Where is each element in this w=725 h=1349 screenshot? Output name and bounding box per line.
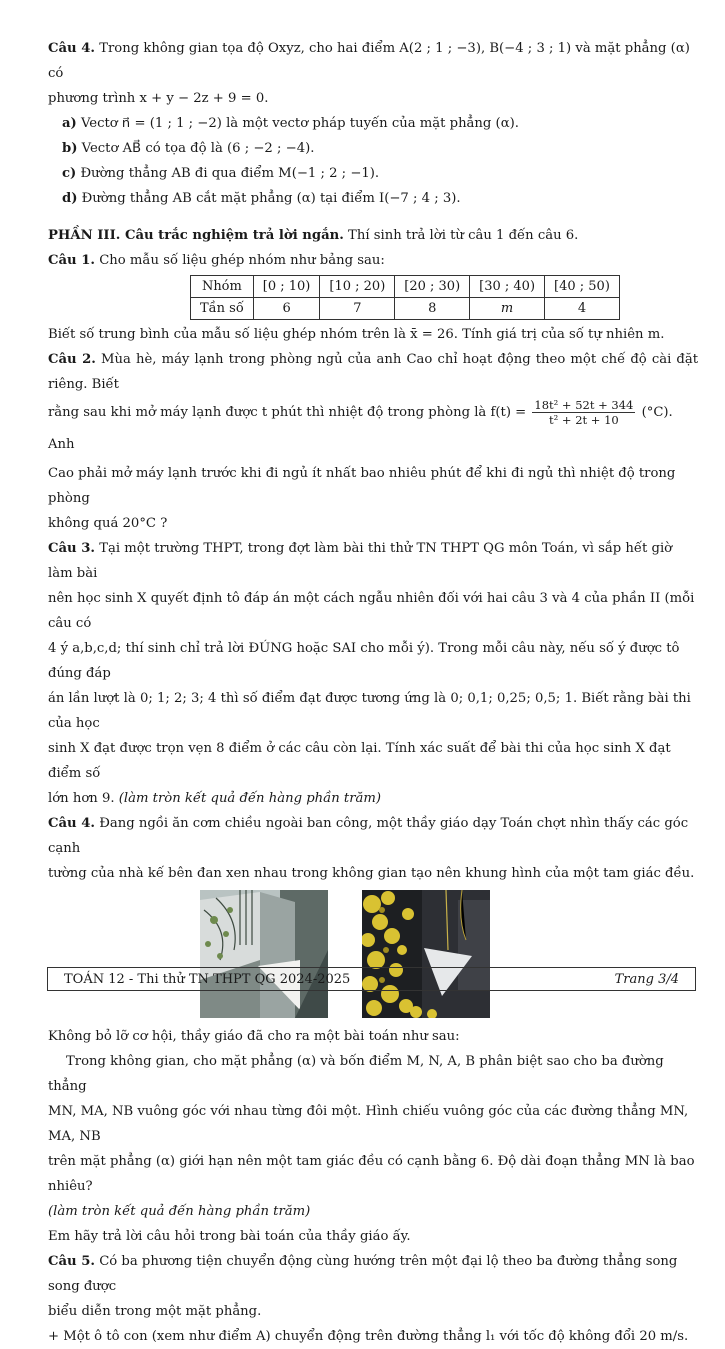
table-cell: Nhóm [191,276,254,298]
table-cell: Tần số [191,298,254,320]
table-cell: [40 ; 50) [545,276,620,298]
q4-stem [48,36,698,86]
page-footer [47,967,696,991]
c3-line2: nên học sinh X quyết định tô đáp án một cách ngẫu nhiên đối với hai câu 3 và 4 của phần II (mỗi câu có [48,591,695,631]
table-cell: [0 ; 10) [253,276,320,298]
c1-intro: Câu 1. Cho mẫu số liệu ghép nhóm như bảng sau: [48,253,385,268]
table-cell: [30 ; 40) [470,276,545,298]
table-cell: 7 [320,298,395,320]
fraction-numerator: 18t² + 52t + 344 [534,398,634,412]
c2-line2: rằng sau khi mở máy lạnh được t phút thì nhiệt độ trong phòng là f(t) = $\frac{\text{18t² + 52t + 344}}{\text{t² + 2t + 10}}$ (°C). Anh [48,398,673,452]
c3-line3: 4 ý a,b,c,d; thí sinh chỉ trả lời ĐÚNG hoặc SAI cho mỗi ý). Trong mỗi câu này, nếu số ý được tô đúng đáp [48,641,680,681]
c5-line2: biểu diễn trong một mặt phẳng. [48,1304,262,1319]
table-row [191,298,620,320]
part3-title: PHẦN III. Câu trắc nghiệm trả lời ngắn. [48,228,344,243]
photo-wall-triangle-left [200,890,328,1018]
c2-label: Câu 2. [48,352,96,367]
table-cell: 6 [253,298,320,320]
photo-row [200,890,698,1018]
c4-label: Câu 4. [48,816,95,831]
temperature-fraction [532,398,635,427]
part3-heading [48,223,698,248]
q4-option-d: d) Đường thẳng AB cắt mặt phẳng (α) tại điểm I(−7 ; 4 ; 3). [62,191,461,206]
table-cell: 8 [395,298,470,320]
table-cell: 4 [545,298,620,320]
c2-line3: Cao phải mở máy lạnh trước khi đi ngủ ít nhất bao nhiêu phút để khi đi ngủ thì nhiệt độ trong phòng [48,466,676,506]
c4-problem-line1: Trong không gian, cho mặt phẳng (α) và bốn điểm M, N, A, B phân biệt sao cho ba đường thẳng [48,1054,664,1094]
q4-stem-line1: Trong không gian tọa độ Oxyz, cho hai điểm A(2 ; 1 ; −3), B(−4 ; 3 ; 1) và mặt phẳng (α) có [48,41,690,81]
table-cell: m [470,298,545,320]
c3-line5: sinh X đạt được trọn vẹn 8 điểm ở các câu còn lại. Tính xác suất để bài thi của học sinh X đạt điểm số [48,741,671,781]
c3-line6: lớn hơn 9. (làm tròn kết quả đến hàng phần trăm) [48,791,382,806]
c3-line4: án lần lượt là 0; 1; 2; 3; 4 thì số điểm đạt được tương ứng là 0; 0,1; 0,25; 0,5; 1. Biết rằng bài thi của học [48,691,691,731]
c4-line3: Không bỏ lỡ cơ hội, thầy giáo đã cho ra một bài toán như sau: [48,1029,460,1044]
table-row [191,276,620,298]
part3-instruction: Thí sinh trả lời từ câu 1 đến câu 6. [348,228,579,243]
c5-line1: Câu 5. Có ba phương tiện chuyển động cùng hướng trên một đại lộ theo ba đường thẳng song song được [48,1254,678,1294]
exam-page [48,36,698,1349]
c5-label: Câu 5. [48,1254,95,1269]
c4-line1: Câu 4. Đang ngồi ăn cơm chiều ngoài ban công, một thầy giáo dạy Toán chợt nhìn thấy các góc cạnh [48,816,689,856]
c1-question: Biết số trung bình của mẫu số liệu ghép nhóm trên là x̄ = 26. Tính giá trị của số tự nhiên m. [48,327,665,342]
q4-option-b: b) Vectơ AB⃗ có tọa độ là (6 ; −2 ; −4). [62,141,315,156]
c4-problem-line2: MN, MA, NB vuông góc với nhau từng đôi một. Hình chiếu vuông góc của các đường thẳng MN, MA, NB [48,1104,689,1144]
table-cell: [20 ; 30) [395,276,470,298]
q4-stem-line2: phương trình x + y − 2z + 9 = 0. [48,91,269,106]
c4-problem-rounding: (làm tròn kết quả đến hàng phần trăm) [48,1204,311,1219]
page-number: Trang 3/4 [614,971,679,987]
c1-label: Câu 1. [48,253,95,268]
fraction-denominator: t² + 2t + 10 [549,413,619,427]
q4-label: Câu 4. [48,41,95,56]
q4-option-a: a) Vectơ n⃗ = (1 ; 1 ; −2) là một vectơ pháp tuyến của mặt phẳng (α). [62,116,519,131]
photo-wall-triangle-right [362,890,490,1018]
c3-line1: Câu 3. Tại một trường THPT, trong đợt làm bài thi thử TN THPT QG môn Toán, vì sắp hết giờ làm bài [48,541,673,581]
rounding-note: (làm tròn kết quả đến hàng phần trăm) [118,791,382,806]
c4-line2: tường của nhà kế bên đan xen nhau trong không gian tạo nên khung hình của một tam giác đều. [48,866,695,881]
c5-line3: + Một ô tô con (xem như điểm A) chuyển động trên đường thẳng l₁ với tốc độ không đổi 20 m/s. [48,1329,689,1344]
footer-title: TOÁN 12 - Thi thử TN THPT QG 2024-2025 [64,971,351,987]
q4-option-c: c) Đường thẳng AB đi qua điểm M(−1 ; 2 ; −1). [62,166,380,181]
c4-problem-line3: trên mặt phẳng (α) giới hạn nên một tam giác đều có cạnh bằng 6. Độ dài đoạn thẳng MN là bao nhiêu? [48,1154,695,1194]
c2-line4: không quá 20°C ? [48,516,168,531]
table-cell: [10 ; 20) [320,276,395,298]
c2-line1: Câu 2. Mùa hè, máy lạnh trong phòng ngủ của anh Cao chỉ hoạt động theo một chế độ cài đặt riêng. Biết [48,352,698,392]
frequency-table [190,275,620,320]
c3-label: Câu 3. [48,541,95,556]
c4-line4: Em hãy trả lời câu hỏi trong bài toán của thầy giáo ấy. [48,1229,411,1244]
